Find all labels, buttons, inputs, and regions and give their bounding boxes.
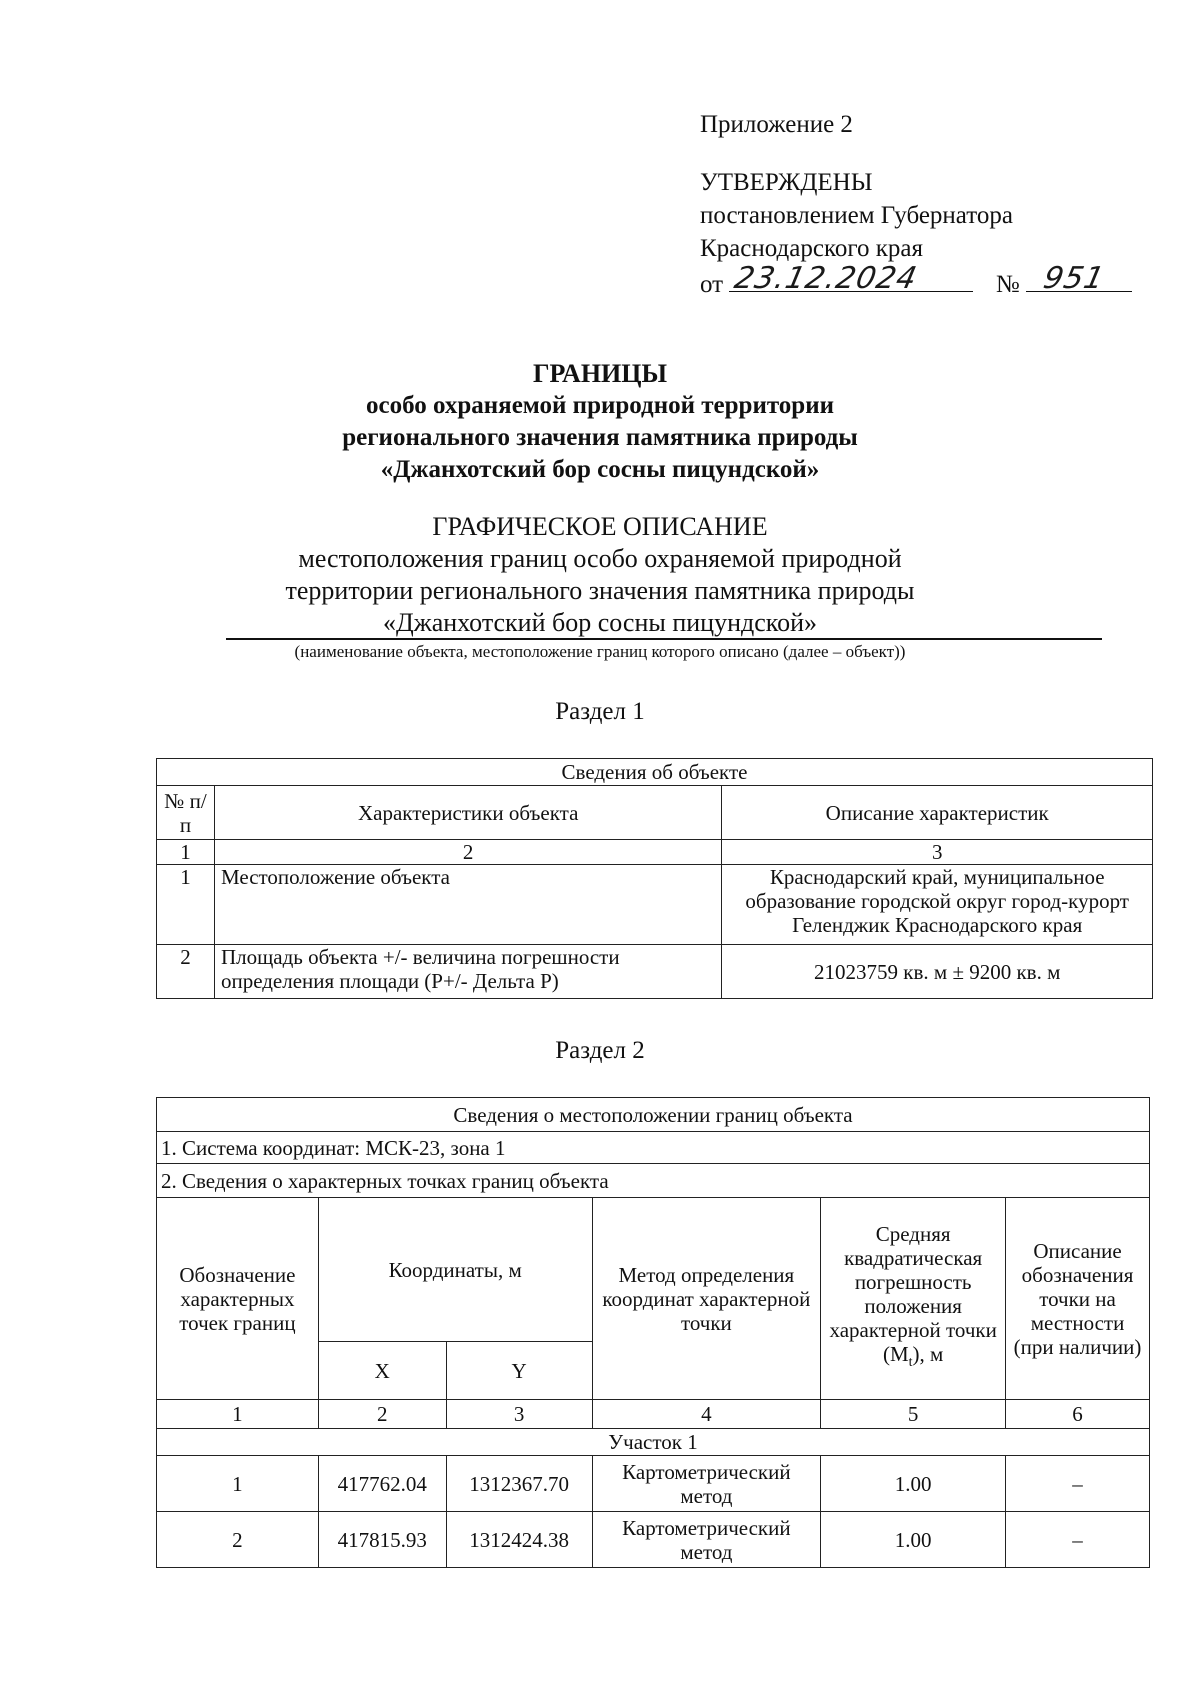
decree-line-2: Краснодарского края [700, 235, 923, 262]
row-characteristic: Местоположение объекта [214, 865, 721, 945]
column-index: 2 [318, 1400, 446, 1429]
graphic-line-2: территории регионального значения памятника природы [285, 576, 915, 605]
column-index: 2 [214, 840, 721, 865]
point-x: 417815.93 [318, 1512, 446, 1568]
col-error-subscript: t [908, 1355, 913, 1371]
title-line-1: ГРАНИЦЫ [532, 359, 668, 388]
col-characteristics-header: Характеристики объекта [214, 786, 721, 840]
title-line-2: особо охраняемой природной территории [365, 392, 835, 419]
column-index: 1 [157, 840, 215, 865]
row-number: 1 [157, 865, 215, 945]
points-info: 2. Сведения о характерных точках границ объекта [157, 1164, 1150, 1198]
number-prefix: № [995, 271, 1020, 298]
point-method: Картометрический метод [592, 1456, 821, 1512]
section-1-label: Раздел 1 [555, 698, 645, 725]
handwritten-number: 951 [1040, 261, 1108, 296]
coordinate-system: 1. Система координат: МСК-23, зона 1 [157, 1132, 1150, 1164]
boundary-table-title: Сведения о местоположении границ объекта [157, 1098, 1150, 1132]
approved-label: УТВЕРЖДЕНЫ [700, 169, 873, 196]
title-line-3: регионального значения памятника природы [342, 424, 858, 451]
handwritten-date: 23.12.2024 [731, 261, 921, 296]
document-title [0, 358, 1200, 486]
plot-label: Участок 1 [157, 1429, 1150, 1456]
col-location-header: Описание обозначения точки на местности (при наличии) [1006, 1198, 1150, 1400]
number-field [1026, 261, 1132, 296]
row-description: Краснодарский край, муниципальное образование городской округ город-курорт Геленджик Краснодарского края [722, 865, 1153, 945]
section-2-label: Раздел 2 [555, 1037, 645, 1064]
column-index: 6 [1006, 1400, 1150, 1429]
col-coordinates-header: Координаты, м [318, 1198, 592, 1342]
col-num-header: № п/п [157, 786, 215, 840]
point-error: 1.00 [821, 1512, 1006, 1568]
title-line-4: «Джанхотский бор сосны пицундской» [380, 456, 820, 483]
col-description-header: Описание характеристик [722, 786, 1153, 840]
point-location: – [1006, 1456, 1150, 1512]
row-characteristic: Площадь объекта +/- величина погрешности определения площади (P+/- Дельта P) [214, 945, 721, 999]
object-info-table [156, 758, 1153, 999]
table-row [157, 945, 1153, 999]
graphic-line-1: местоположения границ особо охраняемой природной [298, 544, 902, 573]
col-designation-header: Обозначение характерных точек границ [157, 1198, 319, 1400]
column-index: 3 [446, 1400, 592, 1429]
date-field [729, 261, 973, 296]
col-error-header [821, 1198, 1006, 1400]
decree-line-1: постановлением Губернатора [700, 202, 1013, 229]
col-error-text: Средняя квадратическая погрешность положения характерной точки (M [829, 1221, 997, 1366]
graphic-heading: ГРАФИЧЕСКОЕ ОПИСАНИЕ [432, 512, 768, 541]
graphic-description [0, 511, 1200, 639]
col-error-tail: ), м [912, 1341, 944, 1366]
column-index: 1 [157, 1400, 319, 1429]
point-designation: 1 [157, 1456, 319, 1512]
date-prefix: от [700, 271, 724, 298]
point-method: Картометрический метод [592, 1512, 821, 1568]
point-error: 1.00 [821, 1456, 1006, 1512]
col-x-header: X [318, 1342, 446, 1400]
boundary-points-table [156, 1097, 1150, 1568]
col-method-header: Метод определения координат характерной точки [592, 1198, 821, 1400]
column-index: 3 [722, 840, 1153, 865]
point-designation: 2 [157, 1512, 319, 1568]
point-x: 417762.04 [318, 1456, 446, 1512]
row-number: 2 [157, 945, 215, 999]
object-info-title: Сведения об объекте [157, 759, 1153, 786]
table-row [157, 1456, 1150, 1512]
col-y-header: Y [446, 1342, 592, 1400]
point-location: – [1006, 1512, 1150, 1568]
appendix-label: Приложение 2 [700, 111, 853, 138]
graphic-line-3: «Джанхотский бор сосны пицундской» [383, 608, 817, 637]
column-index: 5 [821, 1400, 1006, 1429]
table-row [157, 865, 1153, 945]
row-description: 21023759 кв. м ± 9200 кв. м [722, 945, 1153, 999]
object-caption: (наименование объекта, местоположение границ которого описано (далее – объект)) [294, 642, 906, 661]
point-y: 1312367.70 [446, 1456, 592, 1512]
table-row [157, 1512, 1150, 1568]
approval-block [700, 108, 1132, 301]
point-y: 1312424.38 [446, 1512, 592, 1568]
date-number-line [700, 261, 1132, 301]
description-underline [226, 638, 1102, 640]
column-index: 4 [592, 1400, 821, 1429]
